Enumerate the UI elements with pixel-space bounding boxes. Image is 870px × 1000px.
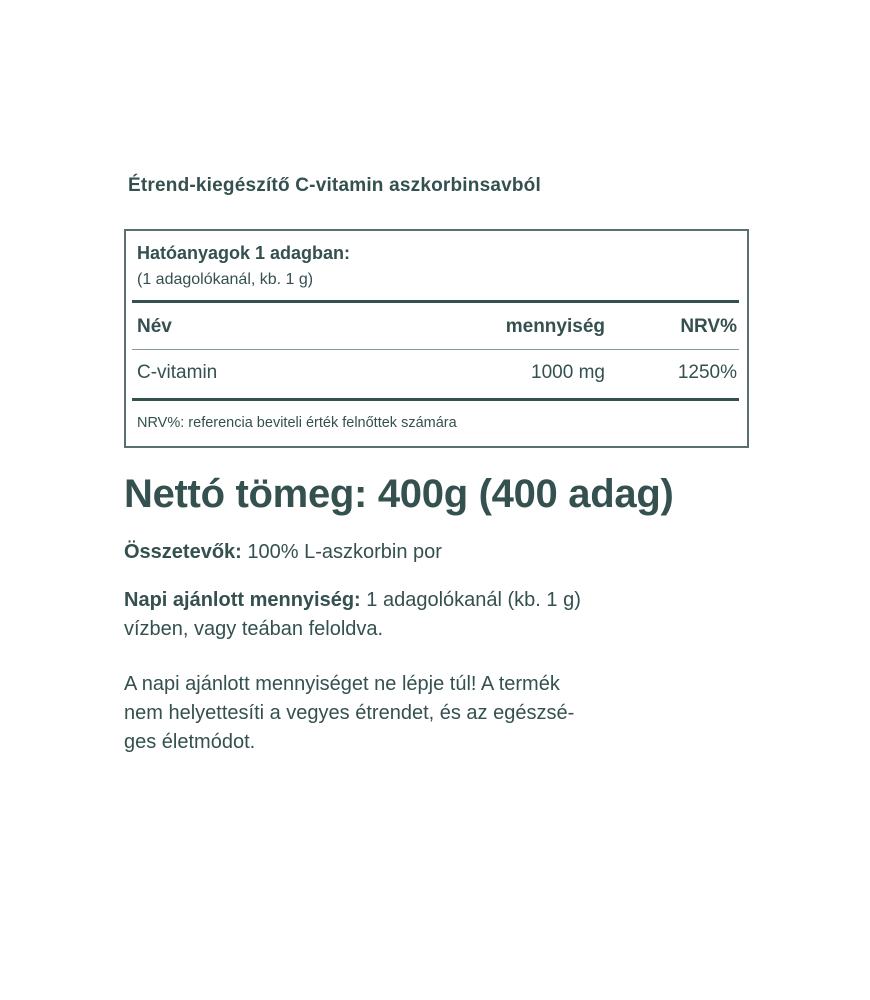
- warning: [124, 670, 764, 757]
- column-header-amount: mennyiség: [505, 316, 605, 337]
- table-heading: Hatóanyagok 1 adagban:: [137, 243, 351, 263]
- product-title: Étrend-kiegészítő C-vitamin aszkorbinsavból: [128, 175, 541, 196]
- daily-dose-label: Napi ajánlott mennyiség:: [124, 589, 361, 611]
- row-nrv: 1250%: [677, 362, 737, 383]
- warning-line: nem helyettesíti a vegyes étrendet, és az egészsé-: [124, 702, 575, 724]
- divider: [132, 300, 739, 303]
- daily-dose-text: 1 adagolókanál (kb. 1 g): [360, 589, 581, 611]
- nutrition-table: [124, 229, 749, 448]
- table-subheading: (1 adagolókanál, kb. 1 g): [137, 271, 314, 288]
- warning-line: ges életmódot.: [124, 731, 256, 753]
- daily-dose-text2: vízben, vagy teában feloldva.: [124, 618, 384, 640]
- warning-line: A napi ajánlott mennyiséget ne lépje túl! A termék: [124, 673, 560, 695]
- ingredients-text: 100% L-aszkorbin por: [241, 541, 442, 563]
- divider: [132, 349, 739, 350]
- net-weight: Nettó tömeg: 400g (400 adag): [124, 472, 674, 516]
- ingredients-label: Összetevők:: [124, 541, 242, 563]
- row-amount: 1000 mg: [531, 362, 605, 383]
- table-footnote: NRV%: referencia beviteli érték felnőttek számára: [137, 415, 457, 431]
- divider: [132, 398, 739, 401]
- ingredients: [124, 538, 764, 567]
- row-name: C-vitamin: [137, 362, 218, 383]
- column-header-nrv: NRV%: [680, 316, 737, 337]
- daily-dose: [124, 586, 764, 644]
- column-header-name: Név: [137, 316, 172, 337]
